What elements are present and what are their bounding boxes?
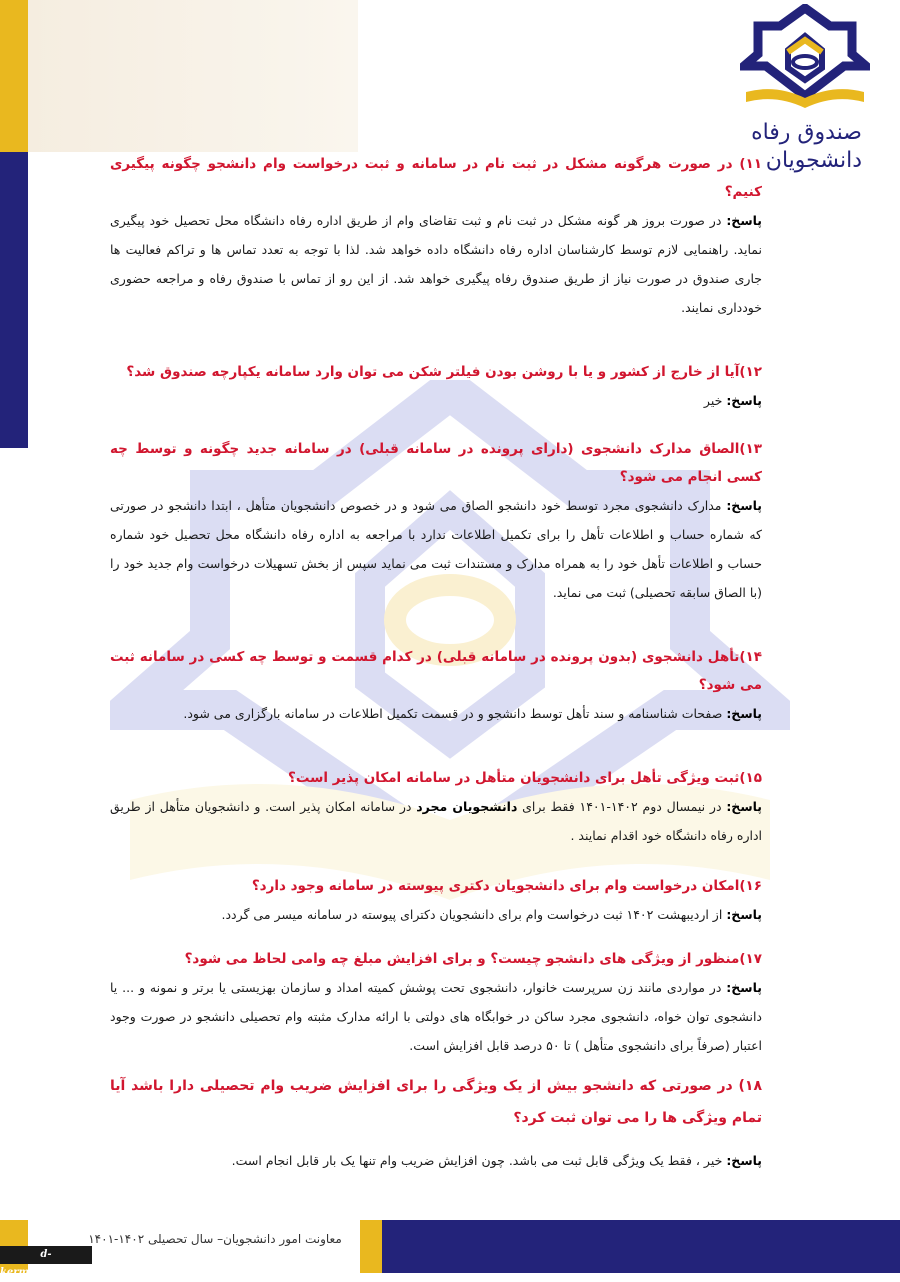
faq-answer: پاسخ: خیر ، فقط یک ویژگی قابل ثبت می باشد. چون افزایش ضریب وام تنها یک بار قابل انجام است. (231, 1153, 762, 1168)
faq-question: ۱۷)منظور از ویژگی های دانشجو چیست؟ و برای افزایش مبلغ چه وامی لحاظ می شود؟ (184, 951, 762, 967)
faq-answer: پاسخ: مدارک دانشجوی مجرد توسط خود دانشجو الصاق می شود و در خصوص دانشجویان متأهل ، ابتدا دانشجو در صورتی که شماره حساب و اطلاعات تأهل را برای تکمیل اطلاعات ندارد با مراجعه به اداره رفاه دانشگاه محل تحصیل خود شماره حساب و اطلاعات تأهل خود را به همراه مدارک و مستندات ثبت می نماید سپس از بخش تسهیلات درخواست وام جدید خود را (با الصاق سابقه تحصیلی) ثبت می نماید. (110, 498, 762, 600)
faq-question: ۱۲)آیا از خارج از کشور و یا با روشن بودن فیلتر شکن می توان وارد سامانه یکپارچه صندوق شد؟ (126, 364, 762, 380)
faq-answer: پاسخ: صفحات شناسنامه و سند تأهل توسط دانشجو و در قسمت تکمیل اطلاعات در سامانه بارگزاری می شود. (183, 706, 762, 721)
faq-question: ۱۱) در صورت هرگونه مشکل در ثبت نام در سامانه و ثبت درخواست وام دانشجو چگونه پیگیری کنیم؟ (110, 156, 762, 200)
faq-answer: پاسخ: خیر (703, 393, 762, 408)
faq-item-17 (110, 945, 762, 1060)
faq-question: ۱۶)امکان درخواست وام برای دانشجویان دکتری پیوسته در سامانه وجود دارد؟ (251, 878, 762, 894)
faq-item-13 (110, 435, 762, 607)
logo-text-line2: دانشجویان (765, 148, 862, 173)
brand-logo (730, 4, 880, 172)
faq-content (110, 150, 762, 1175)
footer-accent-navy (382, 1220, 900, 1273)
left-accent-bar-navy (0, 152, 28, 448)
faq-question: ۱۳)الصاق مدارک دانشجوی (دارای پرونده در سامانه قبلی) در سامانه جدید چگونه و توسط چه کسی انجام می شود؟ (110, 441, 762, 485)
faq-item-16 (110, 872, 762, 929)
footer-website-link[interactable]: d-kerman.nus.ac.ir (0, 1246, 92, 1264)
left-accent-bar-gold (0, 0, 28, 152)
faq-item-18 (110, 1070, 762, 1175)
faq-question: ۱۵)ثبت ویژگی تأهل برای دانشجویان متأهل در سامانه امکان پذیر است؟ (288, 770, 762, 786)
faq-item-11 (110, 150, 762, 322)
faq-item-12 (110, 358, 762, 415)
faq-answer: پاسخ: از اردیبهشت ۱۴۰۲ ثبت درخواست وام برای دانشجویان دکترای پیوسته در سامانه میسر می گردد. (221, 907, 762, 922)
logo-text-line1: صندوق رفاه (751, 120, 862, 145)
welfare-fund-logo-icon (740, 4, 870, 112)
header-background (28, 0, 358, 152)
faq-answer: پاسخ: در نیمسال دوم ۱۴۰۲-۱۴۰۱ فقط برای دانشجویان مجرد در سامانه امکان پذیر است. و دانشجویان متأهل از طریق اداره رفاه دانشگاه خود اقدام نمایند . (110, 799, 762, 843)
faq-item-14 (110, 643, 762, 728)
faq-question: ۱۴)تأهل دانشجوی (بدون پرونده در سامانه قبلی) در کدام قسمت و توسط چه کسی در سامانه ثبت می شود؟ (110, 649, 762, 693)
faq-answer: پاسخ: در صورت بروز هر گونه مشکل در ثبت نام و ثبت تقاضای وام از طریق اداره رفاه دانشگاه محل تحصیل خود پیگیری نماید. راهنمایی لازم توسط کارشناسان اداره رفاه دانشگاه داده خواهد شد. لذا با توجه به تعدد تماس ها و تراکم فعالیت ها جاری صندوق در صورت نیاز از طریق صندوق رفاه پیگیری خواهد شد. از این رو از تماس با صندوق رفاه و مراجعه حضوری خودداری نمایند. (110, 213, 762, 315)
faq-item-15 (110, 764, 762, 850)
footer-caption: معاونت امور دانشجویان– سال تحصیلی ۱۴۰۲-۱۴۰۱ (88, 1232, 342, 1246)
faq-question: ۱۸) در صورتی که دانشجو بیش از یک ویژگی را برای افزایش ضریب وام تحصیلی دارا باشد آیا تمام ویژگی ها را می توان ثبت کرد؟ (110, 1078, 762, 1126)
footer-accent-gold-mid (360, 1220, 382, 1273)
faq-answer: پاسخ: در مواردی مانند زن سرپرست خانوار، دانشجوی تحت پوشش کمیته امداد و سازمان بهزیستی یا برتر و نمونه و ... یا دانشجوی توان خواه، دانشجوی مجرد ساکن در خوابگاه های دولتی با ارائه مدارک مثبته وام تحصیلی دانشجو در صورت وجود اعتبار (صرفاً برای دانشجوی متأهل ) تا ۵۰ درصد قابل افزایش است. (110, 980, 762, 1053)
